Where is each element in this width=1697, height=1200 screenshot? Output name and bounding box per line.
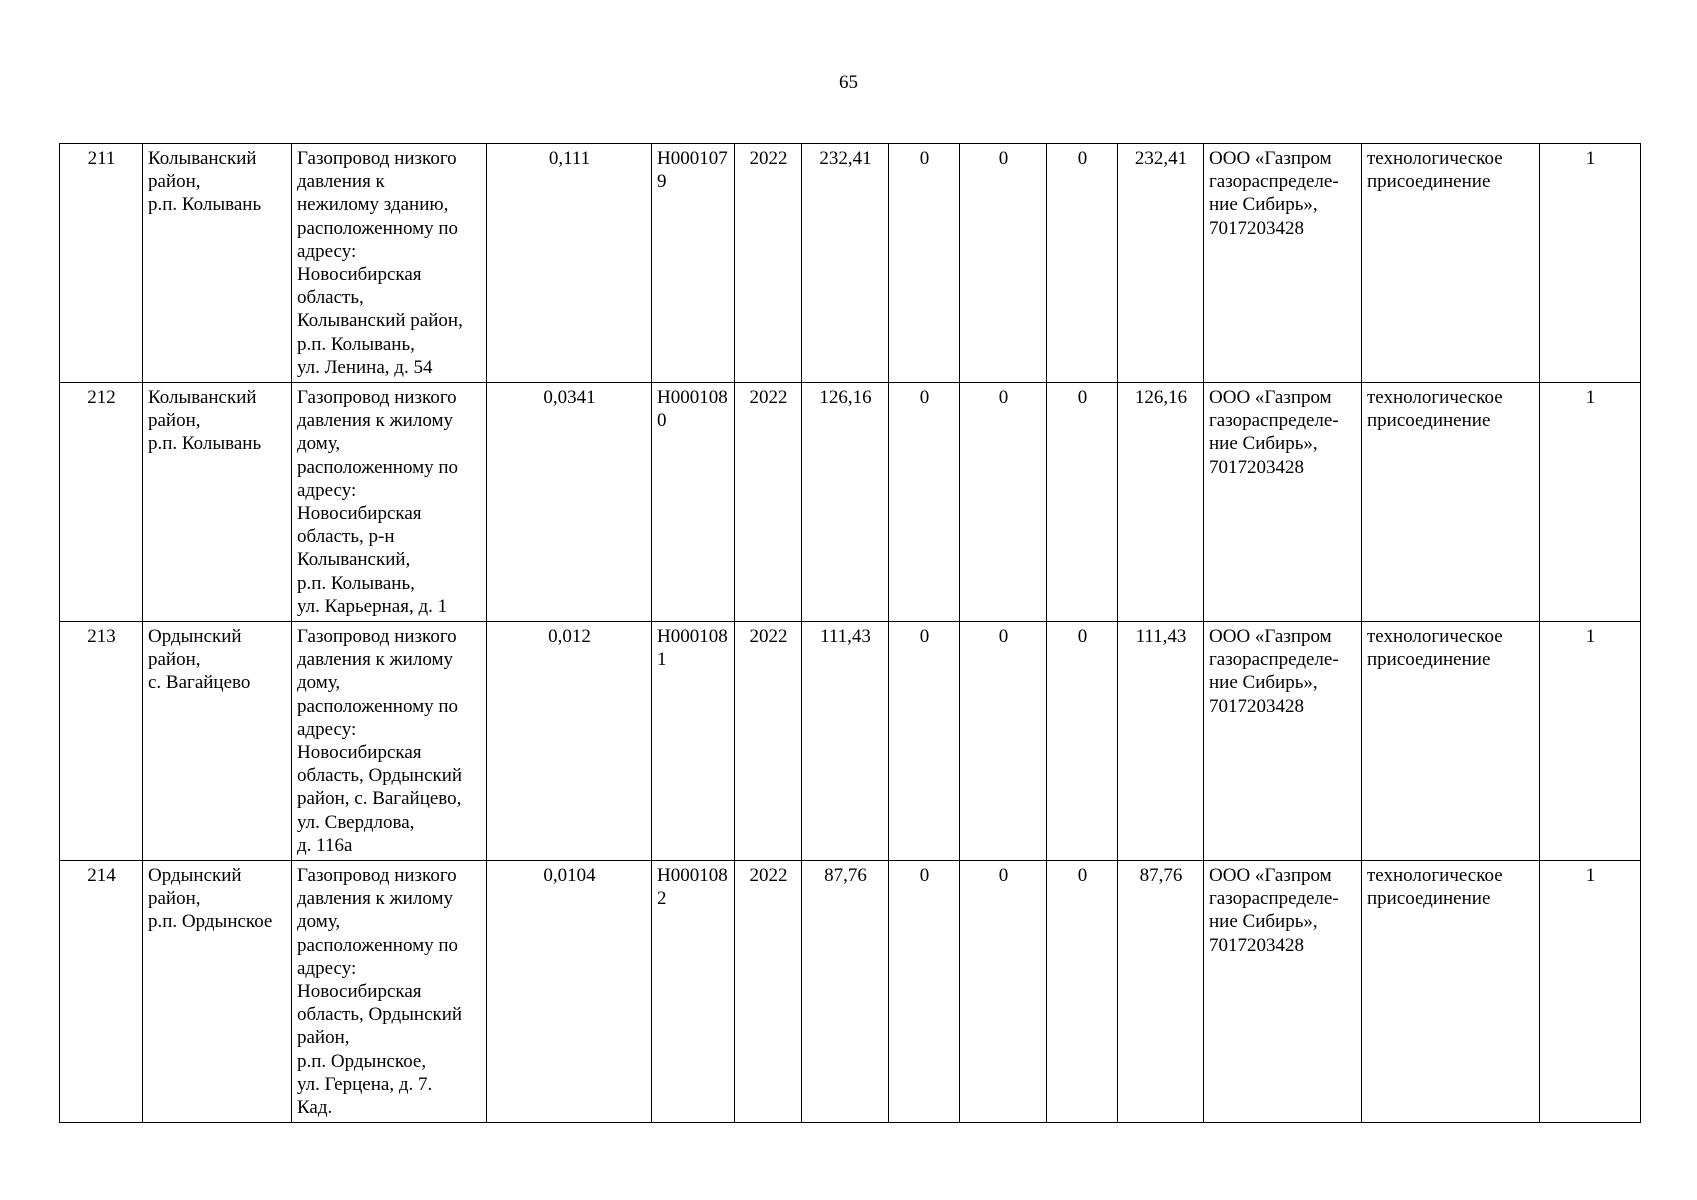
cell-value-2: 0 <box>960 144 1047 383</box>
cell-object <box>292 144 487 383</box>
cell-basis-line: технологическое <box>1367 148 1503 169</box>
cell-number: 211 <box>60 144 143 383</box>
table-row <box>60 383 1641 622</box>
cell-object-line: район, <box>297 1027 350 1049</box>
cell-basis-line: присоединение <box>1367 888 1491 910</box>
cell-organization-line: газораспределе- <box>1209 888 1339 910</box>
cell-object-line: ул. Ленина, д. 54 <box>297 356 433 378</box>
cell-object-line: дому, <box>297 672 341 694</box>
cell-code: Н0001079 <box>652 144 735 383</box>
page-number: 65 <box>839 72 858 93</box>
cell-number: 212 <box>60 383 143 622</box>
cell-value-3: 0 <box>1047 622 1118 861</box>
table-row <box>60 622 1641 861</box>
cell-organization-line: ние Сибирь», <box>1209 194 1318 216</box>
cell-object-line: давления к жилому <box>297 649 453 671</box>
cell-object-line: Новосибирская <box>297 264 422 286</box>
cell-year: 2022 <box>735 383 802 622</box>
cell-object-line: дому, <box>297 433 341 455</box>
cell-value-3: 0 <box>1047 144 1118 383</box>
cell-area-line: Колыванский <box>148 387 257 408</box>
cell-object-line: адресу: <box>297 479 357 501</box>
data-table <box>59 143 1641 1123</box>
cell-object-line: расположенному по <box>297 456 459 478</box>
cell-object-line: нежилому зданию, <box>297 194 449 216</box>
cell-code: Н0001080 <box>652 383 735 622</box>
cell-total-2: 126,16 <box>1118 383 1204 622</box>
cell-area-line: с. Вагайцево <box>148 672 251 694</box>
cell-organization-line: газораспределе- <box>1209 171 1339 193</box>
cell-object <box>292 861 487 1123</box>
cell-area-line: р.п. Колывань <box>148 433 262 455</box>
cell-object-line: Газопровод низкого <box>297 387 457 408</box>
cell-length: 0,111 <box>487 144 652 383</box>
cell-number: 213 <box>60 622 143 861</box>
cell-area-line: район, <box>148 649 201 671</box>
cell-organization-line: 7017203428 <box>1209 217 1304 239</box>
cell-object-line: адресу: <box>297 957 357 979</box>
cell-object-line: Новосибирская <box>297 742 422 764</box>
cell-area <box>143 861 292 1123</box>
cell-organization-line: ние Сибирь», <box>1209 911 1318 933</box>
cell-organization-line: 7017203428 <box>1209 695 1304 717</box>
cell-value-3: 0 <box>1047 861 1118 1123</box>
cell-count: 1 <box>1540 622 1641 861</box>
cell-area <box>143 144 292 383</box>
cell-object-line: адресу: <box>297 718 357 740</box>
cell-value-1: 0 <box>889 383 960 622</box>
cell-object-line: ул. Свердлова, <box>297 811 415 833</box>
cell-area-line: р.п. Ордынское <box>148 911 273 933</box>
cell-count: 1 <box>1540 144 1641 383</box>
cell-basis <box>1362 144 1540 383</box>
cell-object <box>292 622 487 861</box>
cell-value-2: 0 <box>960 622 1047 861</box>
cell-area-line: район, <box>148 171 201 193</box>
cell-organization <box>1204 861 1362 1123</box>
cell-total-2: 232,41 <box>1118 144 1204 383</box>
cell-basis <box>1362 622 1540 861</box>
cell-year: 2022 <box>735 861 802 1123</box>
cell-object-line: область, <box>297 287 364 309</box>
cell-area-line: Ордынский <box>148 626 242 647</box>
cell-object-line: ул. Карьерная, д. 1 <box>297 595 448 617</box>
cell-organization-line: ООО «Газпром <box>1209 865 1332 886</box>
cell-organization-line: ние Сибирь», <box>1209 433 1318 455</box>
cell-count: 1 <box>1540 383 1641 622</box>
cell-organization-line: газораспределе- <box>1209 410 1339 432</box>
cell-object-line: дому, <box>297 911 341 933</box>
cell-length: 0,012 <box>487 622 652 861</box>
cell-object-line: область, р-н <box>297 526 395 548</box>
cell-value-3: 0 <box>1047 383 1118 622</box>
cell-object-line: Колыванский, <box>297 549 411 571</box>
cell-organization <box>1204 383 1362 622</box>
cell-object-line: расположенному по <box>297 695 459 717</box>
cell-number: 214 <box>60 861 143 1123</box>
cell-year: 2022 <box>735 622 802 861</box>
cell-basis-line: присоединение <box>1367 649 1491 671</box>
cell-area-line: Ордынский <box>148 865 242 886</box>
cell-object-line: Кад. <box>297 1097 333 1119</box>
cell-basis-line: технологическое <box>1367 387 1503 408</box>
cell-object-line: Газопровод низкого <box>297 865 457 886</box>
cell-object-line: р.п. Ордынское, <box>297 1050 427 1072</box>
cell-code: Н0001082 <box>652 861 735 1123</box>
cell-area-line: район, <box>148 410 201 432</box>
cell-organization-line: ООО «Газпром <box>1209 387 1332 408</box>
cell-basis <box>1362 383 1540 622</box>
cell-organization-line: ООО «Газпром <box>1209 148 1332 169</box>
table-row <box>60 144 1641 383</box>
cell-object-line: р.п. Колывань, <box>297 333 415 355</box>
cell-total-2: 87,76 <box>1118 861 1204 1123</box>
cell-year: 2022 <box>735 144 802 383</box>
cell-area <box>143 622 292 861</box>
cell-object-line: р.п. Колывань, <box>297 572 415 594</box>
cell-total: 126,16 <box>802 383 889 622</box>
cell-value-2: 0 <box>960 861 1047 1123</box>
cell-basis-line: технологическое <box>1367 626 1503 647</box>
cell-value-1: 0 <box>889 144 960 383</box>
cell-object-line: район, с. Вагайцево, <box>297 788 462 810</box>
cell-basis-line: технологическое <box>1367 865 1503 886</box>
cell-object-line: д. 116а <box>297 834 353 856</box>
cell-total: 232,41 <box>802 144 889 383</box>
cell-object-line: область, Ордынский <box>297 765 463 787</box>
cell-object-line: Новосибирская <box>297 981 422 1003</box>
cell-length: 0,0341 <box>487 383 652 622</box>
cell-organization <box>1204 622 1362 861</box>
table-row <box>60 861 1641 1123</box>
cell-length: 0,0104 <box>487 861 652 1123</box>
cell-object-line: Газопровод низкого <box>297 626 457 647</box>
cell-object-line: Колыванский район, <box>297 310 463 332</box>
cell-area-line: р.п. Колывань <box>148 194 262 216</box>
cell-basis <box>1362 861 1540 1123</box>
cell-organization <box>1204 144 1362 383</box>
cell-object-line: давления к жилому <box>297 410 453 432</box>
cell-area-line: район, <box>148 888 201 910</box>
cell-organization-line: 7017203428 <box>1209 934 1304 956</box>
cell-total: 111,43 <box>802 622 889 861</box>
cell-object-line: давления к жилому <box>297 888 453 910</box>
cell-basis-line: присоединение <box>1367 171 1491 193</box>
cell-total-2: 111,43 <box>1118 622 1204 861</box>
cell-object-line: адресу: <box>297 240 357 262</box>
cell-organization-line: 7017203428 <box>1209 456 1304 478</box>
cell-value-1: 0 <box>889 622 960 861</box>
cell-count: 1 <box>1540 861 1641 1123</box>
cell-object-line: Газопровод низкого <box>297 148 457 169</box>
cell-basis-line: присоединение <box>1367 410 1491 432</box>
cell-organization-line: газораспределе- <box>1209 649 1339 671</box>
cell-value-1: 0 <box>889 861 960 1123</box>
cell-organization-line: ООО «Газпром <box>1209 626 1332 647</box>
cell-object-line: Новосибирская <box>297 503 422 525</box>
cell-area-line: Колыванский <box>148 148 257 169</box>
cell-organization-line: ние Сибирь», <box>1209 672 1318 694</box>
cell-object-line: давления к <box>297 171 385 193</box>
cell-object <box>292 383 487 622</box>
cell-object-line: расположенному по <box>297 217 459 239</box>
cell-object-line: область, Ордынский <box>297 1004 463 1026</box>
cell-code: Н0001081 <box>652 622 735 861</box>
cell-value-2: 0 <box>960 383 1047 622</box>
cell-total: 87,76 <box>802 861 889 1123</box>
cell-object-line: ул. Герцена, д. 7. <box>297 1073 433 1095</box>
cell-area <box>143 383 292 622</box>
cell-object-line: расположенному по <box>297 934 459 956</box>
